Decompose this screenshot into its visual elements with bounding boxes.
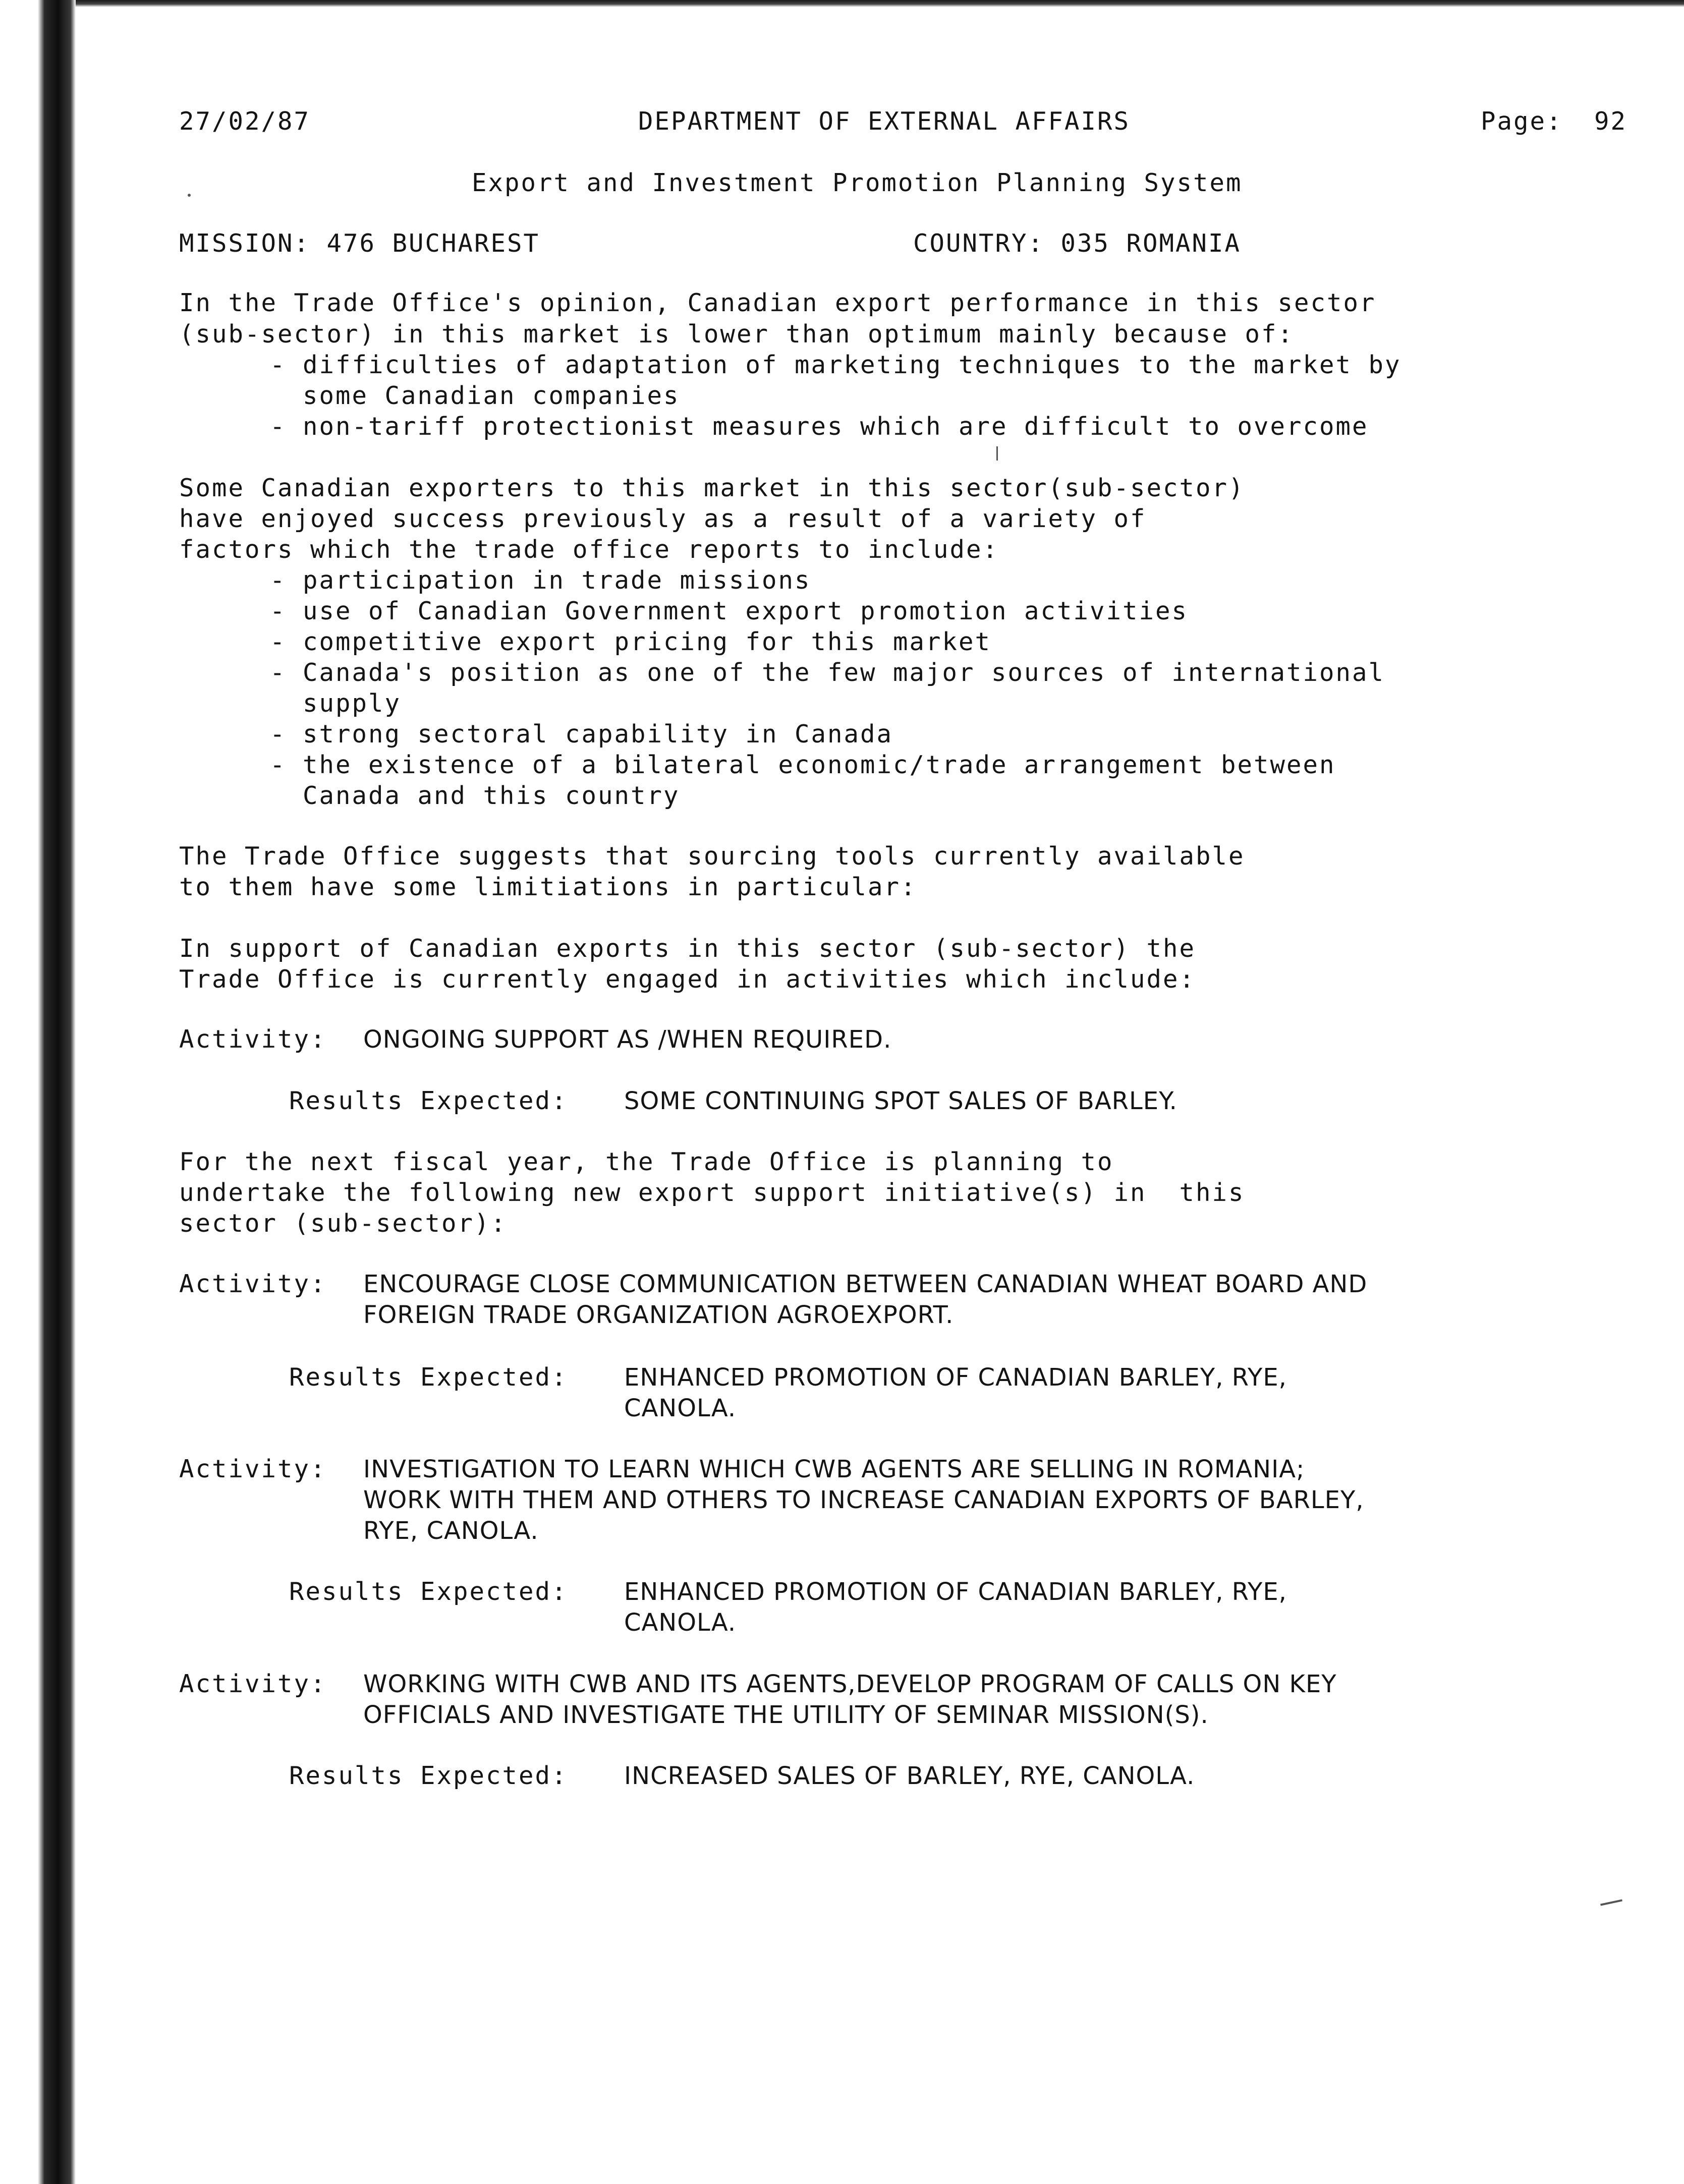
activity-text: WORKING WITH CWB AND ITS AGENTS,DEVELOP PROGRAM OF CALLS ON KEY (363, 1670, 1337, 1698)
activity-text: FOREIGN TRADE ORGANIZATION AGROEXPORT. (363, 1301, 954, 1329)
activity-text: OFFICIALS AND INVESTIGATE THE UTILITY OF SEMINAR MISSION(S). (363, 1701, 1209, 1729)
opinion-bullet: - non-tariff protectionist measures which are difficult to overcome (270, 412, 1369, 441)
results-text: ENHANCED PROMOTION OF CANADIAN BARLEY, RYE, (624, 1578, 1287, 1606)
activity-text: WORK WITH THEM AND OTHERS TO INCREASE CANADIAN EXPORTS OF BARLEY, (363, 1486, 1364, 1514)
activity-label: Activity: (179, 1270, 327, 1298)
results-text: CANOLA. (624, 1608, 737, 1637)
support-line: Trade Office is currently engaged in activities which include: (179, 965, 1196, 994)
page-label: Page: (1481, 107, 1563, 136)
activity-label: Activity: (179, 1670, 327, 1698)
success-bullet: - Canada's position as one of the few major sources of international (270, 658, 1385, 687)
results-label: Results Expected: (289, 1086, 568, 1115)
results-text: SOME CONTINUING SPOT SALES OF BARLEY. (624, 1087, 1177, 1115)
success-bullet: - the existence of a bilateral economic/trade arrangement between (270, 751, 1336, 779)
success-line: have enjoyed success previously as a result of a variety of (179, 504, 1147, 533)
support-line: In support of Canadian exports in this sector (sub-sector) the (179, 934, 1196, 963)
country-line: COUNTRY: 035 ROMANIA (913, 229, 1242, 258)
sourcing-line: The Trade Office suggests that sourcing tools currently available (179, 842, 1245, 871)
scan-speck (1600, 1899, 1622, 1906)
scan-speck (996, 446, 998, 461)
system-title: Export and Investment Promotion Planning System (472, 168, 1243, 197)
success-bullet: - competitive export pricing for this market (270, 627, 992, 656)
opinion-line: In the Trade Office's opinion, Canadian export performance in this sector (179, 289, 1376, 317)
report-date: 27/02/87 (179, 107, 311, 136)
activity-text: RYE, CANOLA. (363, 1517, 539, 1545)
success-bullet: supply (270, 689, 402, 718)
activity-text: INVESTIGATION TO LEARN WHICH CWB AGENTS ARE SELLING IN ROMANIA; (363, 1455, 1305, 1483)
next-year-line: sector (sub-sector): (179, 1209, 508, 1238)
next-year-line: undertake the following new export support initiative(s) in this (179, 1178, 1245, 1207)
success-bullet: - participation in trade missions (270, 566, 811, 595)
results-text: CANOLA. (624, 1394, 737, 1422)
activity-text: ONGOING SUPPORT AS /WHEN REQUIRED. (363, 1025, 892, 1054)
activity-text: ENCOURAGE CLOSE COMMUNICATION BETWEEN CANADIAN WHEAT BOARD AND (363, 1270, 1368, 1298)
results-text: INCREASED SALES OF BARLEY, RYE, CANOLA. (624, 1762, 1195, 1790)
opinion-line: (sub-sector) in this market is lower than optimum mainly because of: (179, 320, 1295, 349)
results-label: Results Expected: (289, 1761, 568, 1790)
success-line: Some Canadian exporters to this market in this sector(sub-sector) (179, 474, 1245, 502)
success-line: factors which the trade office reports to include: (179, 535, 999, 564)
department-title: DEPARTMENT OF EXTERNAL AFFAIRS (638, 107, 1131, 136)
success-bullet: Canada and this country (270, 781, 680, 810)
opinion-bullet: some Canadian companies (270, 381, 680, 410)
mission-line: MISSION: 476 BUCHAREST (179, 229, 540, 258)
activity-label: Activity: (179, 1455, 327, 1483)
success-bullet: - use of Canadian Government export promotion activities (270, 597, 1189, 625)
success-bullet: - strong sectoral capability in Canada (270, 720, 893, 749)
next-year-line: For the next fiscal year, the Trade Office is planning to (179, 1147, 1114, 1176)
scan-speck (188, 194, 191, 197)
sourcing-line: to them have some limitiations in particular: (179, 873, 917, 901)
results-text: ENHANCED PROMOTION OF CANADIAN BARLEY, RYE, (624, 1363, 1287, 1392)
page-number: 92 (1594, 107, 1627, 136)
activity-label: Activity: (179, 1025, 327, 1054)
opinion-bullet: - difficulties of adaptation of marketing techniques to the market by (270, 351, 1401, 379)
results-label: Results Expected: (289, 1577, 568, 1606)
results-label: Results Expected: (289, 1363, 568, 1392)
